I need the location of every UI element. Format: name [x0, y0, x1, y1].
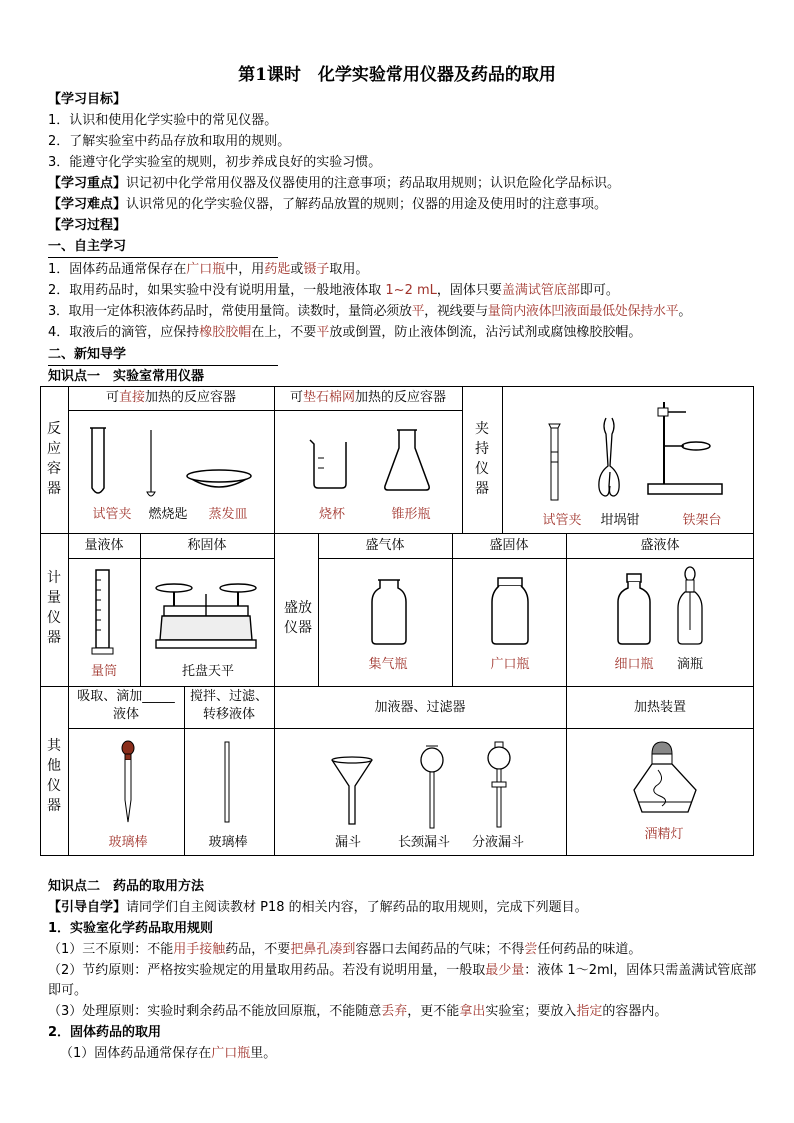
key-points-text: 识记初中化学常用仪器及仪器使用的注意事项；药品取用规则；认识危险化学品标识。 — [126, 176, 621, 191]
kp2-p4: （1）固体药品通常保存在广口瓶里。 — [60, 1046, 277, 1061]
hold-label: 夹 持 仪 器 — [475, 421, 489, 497]
difficulties-text: 认识常见的化学实验仪器，了解药品放置的规则；仪器的用途及使用时的注意事项。 — [126, 197, 608, 212]
balance-icon — [152, 574, 260, 650]
goal-1: 1．认识和使用化学实验中的常见仪器。 — [48, 113, 278, 128]
s1-line-2: 2．取用药品时，如果实验中没有说明用量，一般地液体取 1~2 mL，固体只要盖满试管底部即可。 — [48, 283, 619, 298]
section1-title: 一、自主学习 — [48, 239, 127, 254]
s1-line-3: 3．取用一定体积液体药品时，常使用量筒。读数时，量筒必须放平，视线要与量筒内液体凹液面最低处保持水平。 — [48, 304, 692, 319]
conical-flask-icon — [382, 428, 432, 492]
kp2-h1: 1．实验室化学药品取用规则 — [48, 921, 214, 936]
section2-rule — [48, 365, 278, 366]
item-cylinder: 量筒 — [90, 664, 117, 679]
direct-heat-header: 可直接加热的反应容器 — [105, 390, 237, 405]
difficulties — [48, 195, 760, 215]
page-title: 第1课时 化学实验常用仪器及药品的取用 — [238, 65, 556, 85]
item-dropper: 玻璃棒 — [108, 835, 148, 850]
item-test-tube-holder: 试管夹 — [542, 513, 582, 528]
glass-rod-icon — [222, 740, 232, 824]
alcohol-lamp-icon — [630, 740, 700, 816]
kp2-p1: （1）三不原则：不能用手接触药品，不要把鼻孔凑到容器口去闻药品的气味；不得尝任何药品的味道。 — [48, 942, 642, 957]
iron-stand-icon — [644, 398, 730, 502]
section1-rule — [48, 257, 278, 258]
store-label: 盛放 仪器 — [284, 600, 312, 636]
item-crucible-tongs: 坩埚钳 — [600, 513, 640, 528]
item-conical-flask: 锥形瓶 — [391, 507, 431, 522]
heating-header: 加热装置 — [633, 700, 686, 715]
item-glass-rod: 玻璃棒 — [208, 835, 248, 850]
beaker-icon — [308, 438, 350, 490]
row1-label: 反 应 容 器 — [47, 421, 61, 497]
item-long-funnel: 长颈漏斗 — [397, 835, 450, 850]
item-funnel: 漏斗 — [334, 835, 361, 850]
key-points — [48, 174, 760, 194]
combustion-spoon-icon — [144, 430, 158, 502]
graduated-cylinder-icon — [92, 568, 114, 656]
kp2-title: 知识点二 药品的取用方法 — [48, 879, 205, 894]
weigh-solid-header: 称固体 — [187, 538, 227, 553]
section2-title: 二、新知导学 — [48, 347, 127, 362]
guide-line: 【引导自学】请同学们自主阅读教材 P18 的相关内容，了解药品的取用规则，完成下列题目。 — [48, 900, 588, 915]
item-balance: 托盘天平 — [181, 664, 234, 679]
funnel-icon — [330, 756, 374, 828]
goals-header: 【学习目标】 — [48, 92, 127, 107]
suck-header: 吸取、滴加_____ 液体 — [77, 689, 175, 722]
gas-bottle-icon — [370, 576, 408, 646]
dropper-icon — [120, 740, 136, 824]
item-sep-funnel: 分液漏斗 — [471, 835, 524, 850]
dropper-bottle-icon — [676, 566, 704, 646]
kp2-h2: 2．固体药品的取用 — [48, 1025, 162, 1040]
s1-line-1: 1．固体药品通常保存在广口瓶中，用药匙或镊子取用。 — [48, 262, 369, 277]
row3-label: 其 他 仪 器 — [47, 738, 61, 814]
kp2-p2: （2）节约原则：严格按实验规定的用量取用药品。若没有说明用量，一般取最少量：液体 1～2ml，固体只需盖满试管底部即可。 — [48, 963, 757, 998]
goal-3: 3．能遵守化学实验室的规则，初步养成良好的实验习惯。 — [48, 155, 382, 170]
stir-header: 搅拌、过滤、 转移液体 — [189, 689, 268, 722]
item-test-tube-clamp: 试管夹 — [92, 507, 132, 522]
evaporating-dish-icon — [185, 468, 253, 494]
kp1-title: 知识点一 实验室常用仪器 — [48, 369, 205, 384]
measure-liquid-header: 量液体 — [84, 538, 124, 553]
wide-mouth-bottle-icon — [490, 576, 530, 646]
long-neck-funnel-icon — [418, 744, 446, 830]
item-narrow-bottle: 细口瓶 — [614, 657, 654, 672]
item-evaporating-dish: 蒸发皿 — [208, 507, 248, 522]
item-gas-bottle: 集气瓶 — [368, 657, 408, 672]
crucible-tongs-icon — [594, 416, 626, 500]
kp2-p3: （3）处理原则：实验时剩余药品不能放回原瓶，不能随意丢弃，更不能拿出实验室；要放入指定的容器内。 — [48, 1004, 668, 1019]
item-iron-stand: 铁架台 — [682, 513, 722, 528]
liquid-header: 盛液体 — [640, 538, 680, 553]
solid-header: 盛固体 — [489, 538, 529, 553]
item-beaker: 烧杯 — [318, 507, 345, 522]
item-lamp: 酒精灯 — [644, 827, 684, 842]
instrument-table — [40, 386, 754, 856]
key-points-label: 【学习重点】 — [48, 176, 127, 191]
difficulties-label: 【学习难点】 — [48, 197, 127, 212]
row2-label: 计 量 仪 器 — [47, 570, 61, 646]
test-tube-holder-icon — [546, 422, 564, 502]
goal-2: 2．了解实验室中药品存放和取用的规则。 — [48, 134, 291, 149]
funnels-header: 加液器、过滤器 — [374, 700, 466, 715]
item-combustion-spoon: 燃烧匙 — [148, 507, 188, 522]
test-tube-icon — [88, 426, 108, 501]
item-dropper-bottle: 滴瓶 — [676, 657, 703, 672]
gauze-heat-header: 可垫石棉网加热的反应容器 — [289, 390, 447, 405]
process-header: 【学习过程】 — [48, 218, 127, 233]
separatory-funnel-icon — [484, 742, 514, 830]
s1-line-4: 4．取液后的滴管，应保持橡胶胶帽在上，不要平放或倒置，防止液体倒流，沾污试剂或腐蚀橡胶胶帽。 — [48, 325, 642, 340]
item-wide-bottle: 广口瓶 — [490, 657, 530, 672]
gas-header: 盛气体 — [365, 538, 405, 553]
narrow-mouth-bottle-icon — [616, 572, 652, 646]
